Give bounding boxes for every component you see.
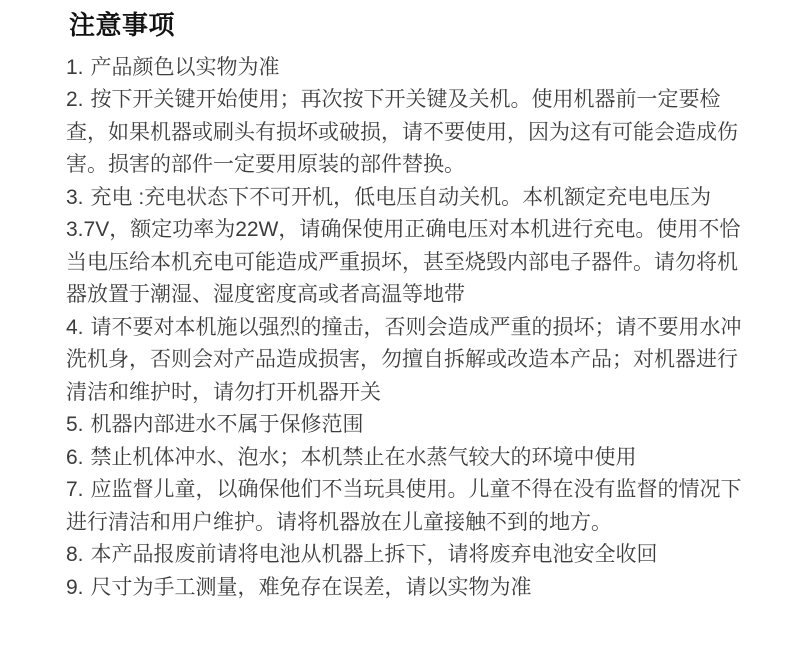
- item-text: 请不要对本机施以强烈的撞击，否则会造成严重的损坏；请不要用水冲洗机身，否则会对产品造成损害，勿擅自拆解或改造本产品；对机器进行清洁和维护时，请勿打开机器开关: [66, 315, 742, 404]
- item-text: 禁止机体冲水、泡水；本机禁止在水蒸气较大的环境中使用: [90, 445, 637, 469]
- page-title: 注意事项: [69, 10, 176, 40]
- notice-item-6: [66, 442, 758, 475]
- item-number: 3.: [66, 185, 84, 209]
- notice-item-2: [66, 84, 758, 182]
- item-number: 8.: [66, 543, 84, 566]
- item-text: 充电 :充电状态下不可开机，低电压自动关机。本机额定充电电压为3.7V，额定功率为22W，请确保使用正确电压对本机进行充电。使用不恰当电压给本机充电可能造成严重损坏，甚至烧毁内部电子器件。请勿将机器放置于潮湿、湿度密度高或者高温等地带: [66, 185, 741, 306]
- notice-list: [66, 52, 758, 605]
- notice-item-3: [66, 182, 758, 312]
- item-number: 1.: [66, 55, 84, 79]
- item-number: 7.: [66, 478, 84, 501]
- item-text: 本产品报废前请将电池从机器上拆下，请将废弃电池安全收回: [90, 543, 658, 566]
- item-text: 产品颜色以实物为准: [90, 55, 280, 79]
- item-number: 2.: [66, 88, 84, 111]
- item-text: 按下开关键开始使用；再次按下开关键及关机。使用机器前一定要检查，如果机器或刷头有损坏或破损，请不要使用，因为这有可能会造成伤害。损害的部件一定要用原装的部件替换。: [66, 88, 738, 176]
- notice-item-1: [66, 52, 758, 85]
- notice-item-4: [66, 312, 758, 410]
- notice-item-9: [66, 572, 758, 605]
- item-text: 机器内部进水不属于保修范围: [90, 413, 364, 436]
- item-text: 应监督儿童，以确保他们不当玩具使用。儿童不得在没有监督的情况下进行清洁和用户维护。请将机器放在儿童接触不到的地方。: [66, 478, 742, 534]
- item-number: 6.: [66, 445, 84, 469]
- item-number: 4.: [66, 315, 84, 339]
- notice-item-8: [66, 539, 758, 572]
- item-number: 5.: [66, 413, 84, 436]
- item-text: 尺寸为手工测量，难免存在误差，请以实物为准: [90, 575, 532, 599]
- item-number: 9.: [66, 575, 84, 599]
- notice-item-7: [66, 474, 758, 539]
- notice-item-5: [66, 409, 758, 442]
